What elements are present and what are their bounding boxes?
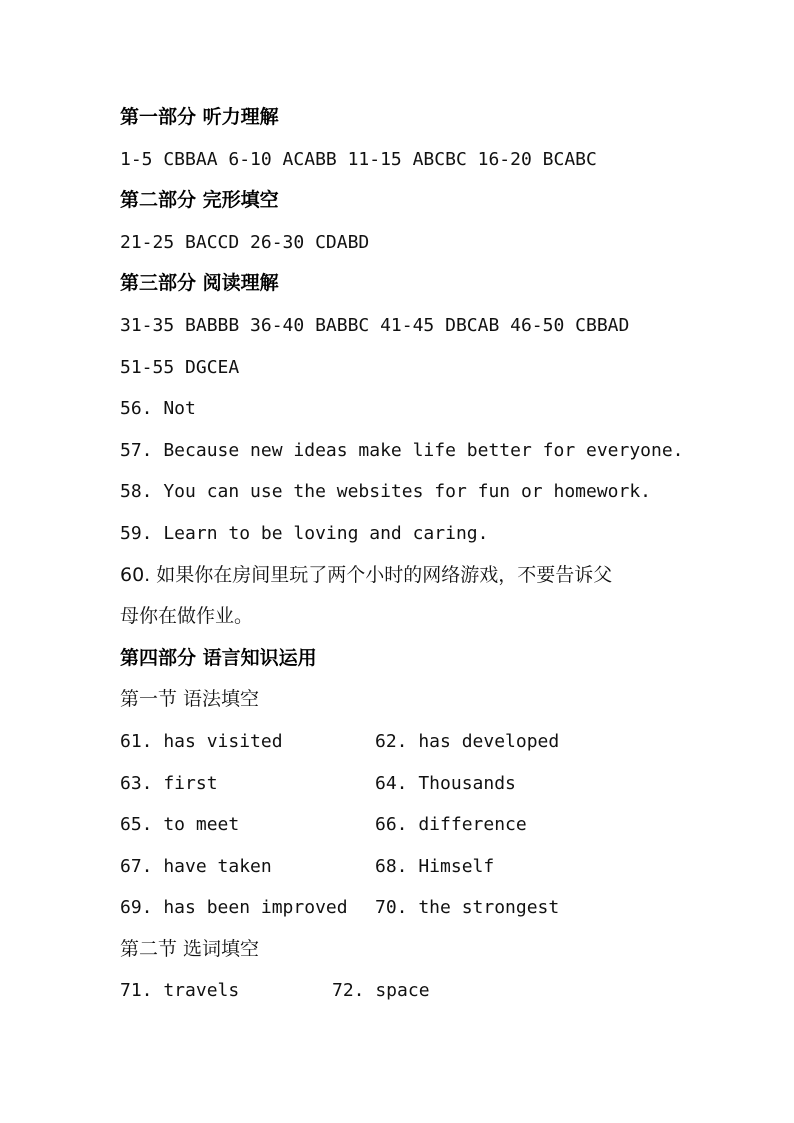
part3-heading: 第三部分 阅读理解 bbox=[120, 272, 279, 295]
part3-answers-line1: 31-35 BABBB 36-40 BABBC 41-45 DBCAB 46-50 CBBAD bbox=[120, 314, 630, 336]
grammar-row bbox=[120, 887, 680, 929]
grammar-row bbox=[120, 763, 680, 805]
grammar-row bbox=[120, 804, 680, 846]
answer-68: 68. Himself bbox=[375, 855, 495, 877]
answer-60-line2: 母你在做作业。 bbox=[120, 605, 254, 628]
answer-72: 72. space bbox=[332, 980, 430, 1002]
answer-67: 67. have taken bbox=[120, 855, 272, 877]
part2-heading: 第二部分 完形填空 bbox=[120, 189, 279, 212]
part1-heading: 第一部分 听力理解 bbox=[120, 106, 279, 128]
grammar-row bbox=[120, 721, 680, 763]
answer-key-content bbox=[120, 97, 684, 1012]
part3-answers-line2: 51-55 DGCEA bbox=[120, 356, 240, 378]
answer-57: 57. Because new ideas make life better for everyone. bbox=[120, 439, 684, 461]
part4-heading: 第四部分 语言知识运用 bbox=[120, 646, 317, 669]
answer-64: 64. Thousands bbox=[375, 772, 516, 794]
section1-title: 第一节 语法填空 bbox=[120, 688, 260, 711]
answer-61: 61. has visited bbox=[120, 730, 283, 752]
part2-answers: 21-25 BACCD 26-30 CDABD bbox=[120, 231, 370, 253]
grammar-row bbox=[120, 846, 680, 888]
answer-60-line1: 60. 如果你在房间里玩了两个小时的网络游戏，不要告诉父 bbox=[120, 563, 613, 586]
part1-answers: 1-5 CBBAA 6-10 ACABB 11-15 ABCBC 16-20 BCABC bbox=[120, 148, 597, 170]
answer-66: 66. difference bbox=[375, 814, 527, 836]
answer-70: 70. the strongest bbox=[375, 897, 560, 919]
section2-title: 第二节 选词填空 bbox=[120, 937, 260, 960]
answer-71: 71. travels bbox=[120, 980, 240, 1002]
answer-65: 65. to meet bbox=[120, 814, 240, 836]
answer-58: 58. You can use the websites for fun or homework. bbox=[120, 481, 652, 503]
answer-62: 62. has developed bbox=[375, 730, 560, 752]
answer-69: 69. has been improved bbox=[120, 897, 348, 919]
word-choice-row bbox=[120, 970, 680, 1012]
answer-63: 63. first bbox=[120, 772, 218, 794]
answer-59: 59. Learn to be loving and caring. bbox=[120, 522, 489, 544]
answer-56: 56. Not bbox=[120, 398, 196, 420]
